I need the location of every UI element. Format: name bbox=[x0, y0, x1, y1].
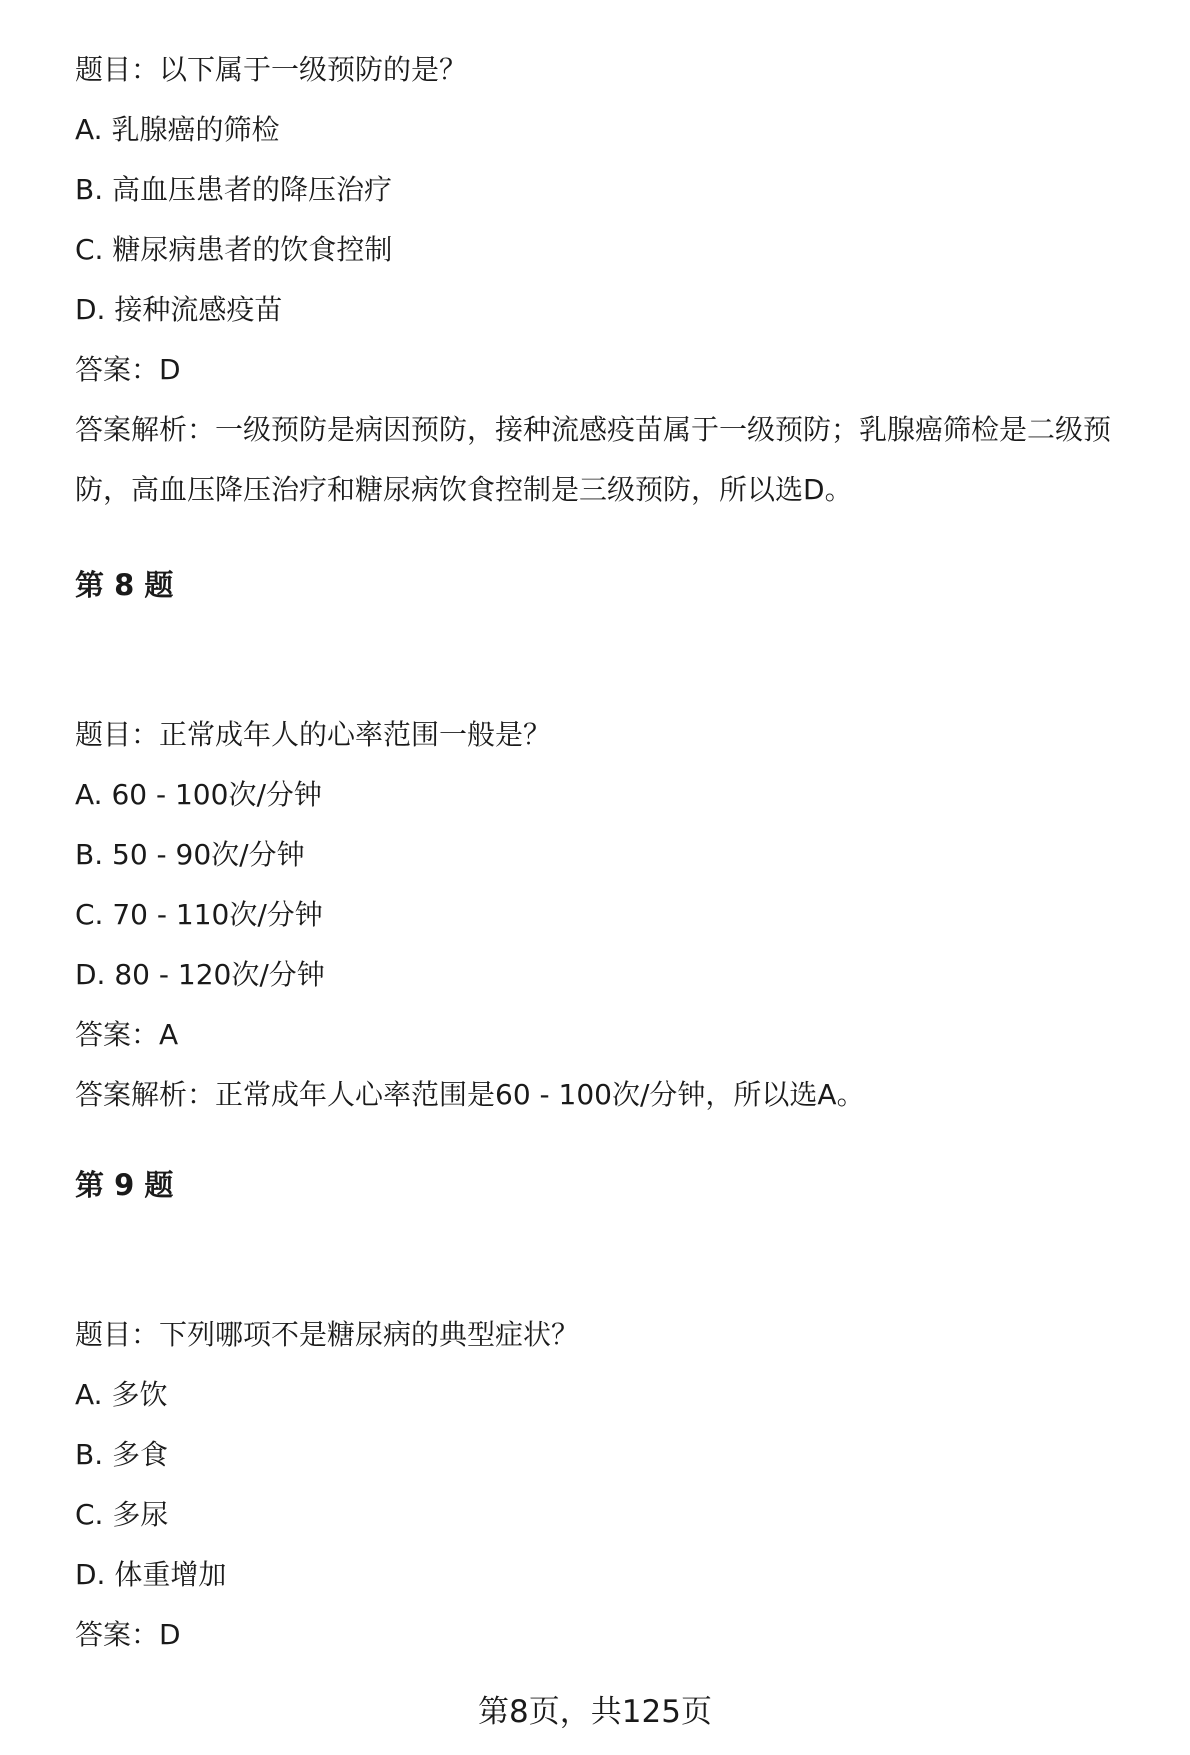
question-9-heading: 第 9 题 bbox=[75, 1168, 174, 1202]
question-8-option-d: D. 80 - 120次/分钟 bbox=[75, 958, 325, 991]
question-7-option-b: B. 高血压患者的降压治疗 bbox=[75, 173, 393, 206]
question-8-text: 题目：正常成年人的心率范围一般是？ bbox=[75, 718, 552, 751]
question-8-heading: 第 8 题 bbox=[75, 568, 174, 602]
question-7-option-c: C. 糖尿病患者的饮食控制 bbox=[75, 233, 393, 266]
question-8-option-b: B. 50 - 90次/分钟 bbox=[75, 838, 305, 871]
page-number-footer: 第8页，共125页 bbox=[478, 1694, 712, 1730]
question-8-option-c: C. 70 - 110次/分钟 bbox=[75, 898, 323, 931]
question-9-option-a: A. 多饮 bbox=[75, 1378, 168, 1411]
question-8-option-a: A. 60 - 100次/分钟 bbox=[75, 778, 322, 811]
question-7-explanation: 答案解析：一级预防是病因预防，接种流感疫苗属于一级预防；乳腺癌筛检是二级预防，高血压降压治疗和糖尿病饮食控制是三级预防，所以选D。 bbox=[75, 413, 1112, 506]
question-9-text: 题目：下列哪项不是糖尿病的典型症状？ bbox=[75, 1318, 580, 1351]
question-7-option-a: A. 乳腺癌的筛检 bbox=[75, 113, 280, 146]
question-8-explanation: 答案解析：正常成年人心率范围是60 - 100次/分钟，所以选A。 bbox=[75, 1078, 865, 1111]
question-7-answer: 答案：D bbox=[75, 353, 181, 386]
question-8-answer: 答案：A bbox=[75, 1018, 179, 1051]
question-9-answer: 答案：D bbox=[75, 1618, 181, 1651]
question-7-text: 题目：以下属于一级预防的是？ bbox=[75, 53, 468, 86]
question-7-option-d: D. 接种流感疫苗 bbox=[75, 293, 283, 326]
question-9-option-c: C. 多尿 bbox=[75, 1498, 169, 1531]
question-9-option-d: D. 体重增加 bbox=[75, 1558, 227, 1591]
question-9-option-b: B. 多食 bbox=[75, 1438, 169, 1471]
